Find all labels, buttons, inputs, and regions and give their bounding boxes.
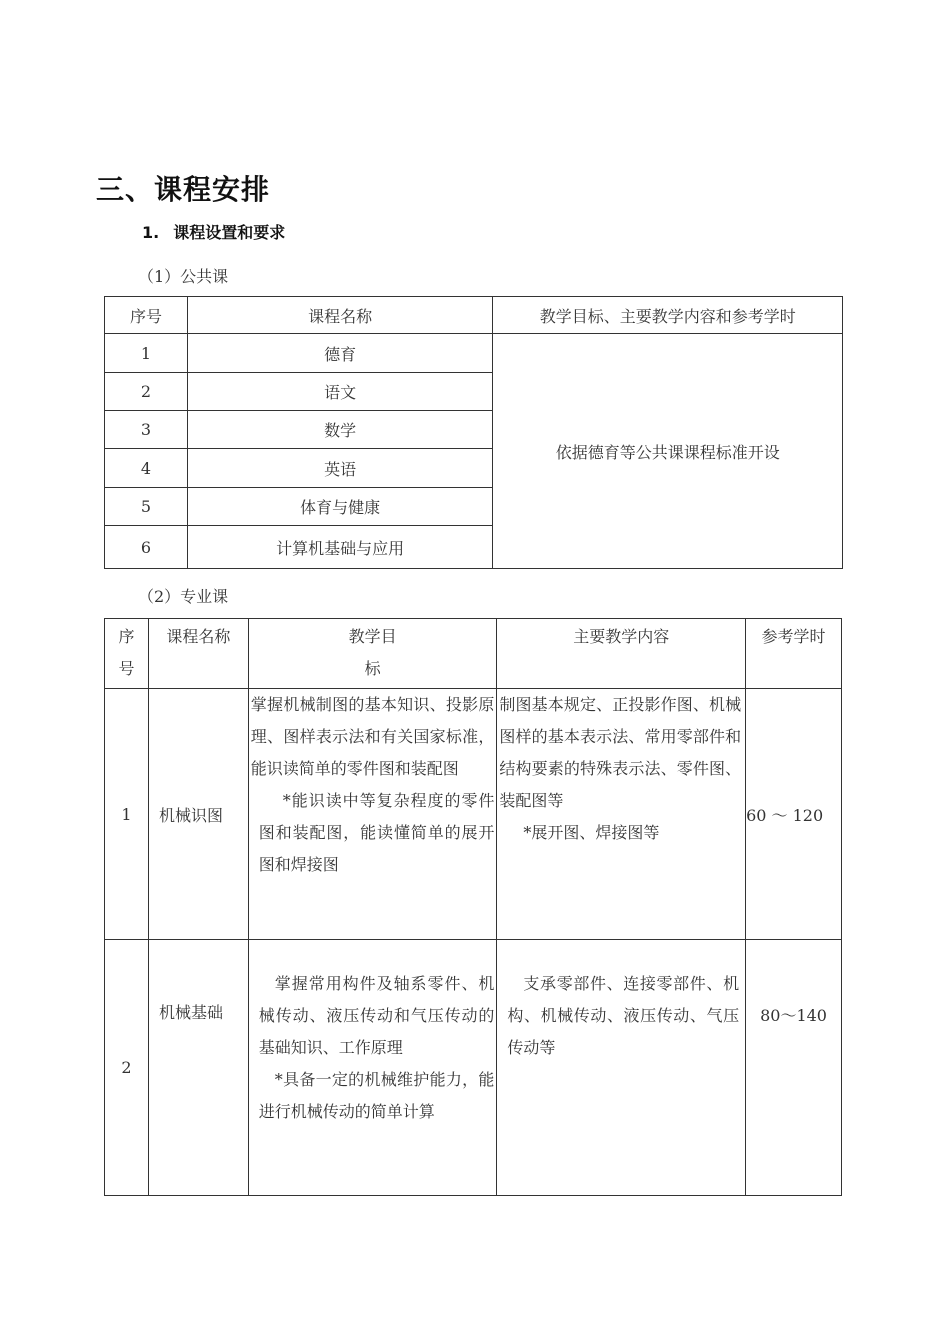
row-no: 1 <box>105 689 149 940</box>
row-no: 4 <box>105 449 188 488</box>
row-no: 2 <box>105 373 188 411</box>
section-title <box>142 220 285 243</box>
goal-text: 掌握机械制图的基本知识、投影原理、图样表示法和有关国家标准，能识读简单的零件图和装配图 <box>250 695 495 778</box>
header-goal-content-hours: 教学目标、主要教学内容和参考学时 <box>493 297 843 334</box>
row-no: 6 <box>105 526 188 569</box>
row-course-name: 数学 <box>187 411 493 449</box>
row-content <box>497 940 746 1196</box>
major-course-table <box>104 618 842 1196</box>
row-course-name: 德育 <box>187 334 493 373</box>
row-course-name: 语文 <box>187 373 493 411</box>
goal-text: 掌握常用构件及轴系零件、机械传动、液压传动和气压传动的基础知识、工作原理 <box>258 974 495 1057</box>
content-text: 支承零部件、连接零部件、机构、机械传动、液压传动、气压传动等 <box>507 974 740 1057</box>
row-course-name: 计算机基础与应用 <box>187 526 493 569</box>
header-course-name: 课程名称 <box>187 297 493 334</box>
header-content: 主要教学内容 <box>497 619 746 689</box>
header-no: 序号 <box>105 297 188 334</box>
row-no: 3 <box>105 411 188 449</box>
row-course-name: 机械基础 <box>148 940 248 1196</box>
row-no: 1 <box>105 334 188 373</box>
page-heading: 三、课程安排 <box>96 173 271 206</box>
section-number: 1. <box>142 223 160 242</box>
public-course-label: （1）公共课 <box>138 267 229 286</box>
table-row <box>105 940 842 1196</box>
goal-extra-text: *具备一定的机械维护能力，能进行机械传动的简单计算 <box>258 1070 495 1121</box>
goal-extra-text: *能识读中等复杂程度的零件图和装配图，能读懂简单的展开图和焊接图 <box>258 791 495 874</box>
header-no: 序 号 <box>105 619 149 689</box>
header-goal: 教学目 标 <box>248 619 497 689</box>
content-text: 制图基本规定、正投影作图、机械图样的基本表示法、常用零部件和结构要素的特殊表示法、零件图、装配图等 <box>499 695 742 810</box>
public-course-table <box>104 296 843 569</box>
row-no: 2 <box>105 940 149 1196</box>
row-hours: 80～140 <box>746 940 842 1196</box>
row-no: 5 <box>105 488 188 526</box>
row-course-name: 英语 <box>187 449 493 488</box>
table-row <box>105 334 843 373</box>
table-row <box>105 689 842 940</box>
row-goal <box>248 689 497 940</box>
major-course-label: （2）专业课 <box>138 587 229 606</box>
row-hours: 60 ～ 120 <box>746 689 842 940</box>
header-hours: 参考学时 <box>746 619 842 689</box>
row-course-name: 体育与健康 <box>187 488 493 526</box>
row-course-name: 机械识图 <box>148 689 248 940</box>
row-content <box>497 689 746 940</box>
section-title-text: 课程设置和要求 <box>173 223 286 242</box>
content-extra-text: *展开图、焊接图等 <box>523 823 660 842</box>
merged-note: 依据德育等公共课课程标准开设 <box>493 334 843 569</box>
header-course-name: 课程名称 <box>148 619 248 689</box>
row-goal <box>248 940 497 1196</box>
